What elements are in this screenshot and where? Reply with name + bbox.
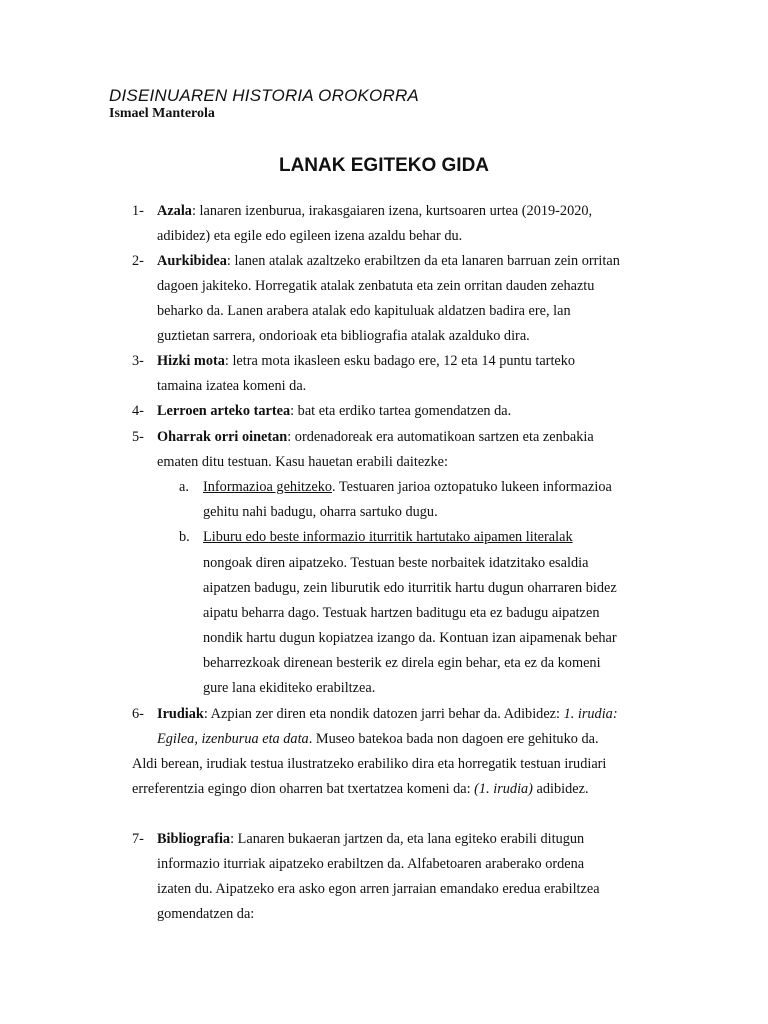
- subitem-line: nondik hartu dugun kopiatzea izango da. Kontuan izan aipamenak behar: [203, 630, 617, 646]
- list-item-line: Irudiak: Azpian zer diren eta nondik datozen jarri behar da. Adibidez: 1. irudia:: [157, 706, 618, 722]
- paragraph-line: erreferentzia egingo dion oharren bat txertatzea komeni da: (1. irudia) adibidez.: [132, 781, 589, 797]
- subitem-letter: b.: [179, 529, 190, 545]
- subitem-line: aipatzen badugu, zein liburutik edo iturritik hartu dugun oharraren bidez: [203, 580, 617, 596]
- subitem-line: gehitu nahi badugu, oharra sartuko dugu.: [203, 504, 438, 520]
- item-number: 1-: [132, 203, 144, 219]
- list-item-line: guztietan sarrera, ondorioak eta bibliografia atalak azalduko dira.: [157, 328, 530, 344]
- list-item-line: Bibliografia: Lanaren bukaeran jartzen da, eta lana egiteko erabili ditugun: [157, 831, 585, 847]
- course-title: DISEINUAREN HISTORIA OROKORRA: [109, 86, 419, 105]
- item-number: 2-: [132, 253, 144, 269]
- list-item-line: tamaina izatea komeni da.: [157, 378, 307, 394]
- subitem-line: Informazioa gehitzeko. Testuaren jarioa oztopatuko lukeen informazioa: [203, 479, 612, 495]
- list-item-line: dagoen jakiteko. Horregatik atalak zenbatuta eta zein orritan dauden zehaztu: [157, 278, 595, 294]
- subitem-heading: Liburu edo beste informazio iturritik hartutako aipamen literalak: [203, 529, 573, 545]
- page-title: LANAK EGITEKO GIDA: [278, 155, 490, 176]
- list-item-line: Lerroen arteko tartea: bat eta erdiko tartea gomendatzen da.: [157, 403, 512, 419]
- list-item-line: gomendatzen da:: [157, 906, 255, 922]
- subitem-heading: Informazioa gehitzeko: [203, 479, 333, 495]
- paragraph-line: Aldi berean, irudiak testua ilustratzeko erabiliko dira eta horregatik testuan irudiari: [132, 756, 607, 772]
- list-item-line: adibidez) eta egile edo egileen izena azaldu behar du.: [157, 228, 463, 244]
- item-number: 7-: [132, 831, 144, 847]
- subitem-line: aipatu beharra dago. Testuak hartzen baditugu eta ez badugu aipatzen: [203, 605, 600, 621]
- item-term: Azala: [157, 203, 192, 219]
- item-term: Bibliografia: [157, 831, 231, 847]
- item-number: 6-: [132, 706, 144, 722]
- list-item-line: Oharrak orri oinetan: ordenadoreak era automatikoan sartzen eta zenbakia: [157, 429, 594, 445]
- list-item-line: ematen ditu testuan. Kasu hauetan erabili daitezke:: [157, 454, 448, 470]
- item-number: 5-: [132, 429, 144, 445]
- list-item-line: informazio iturriak aipatzeko erabiltzen da. Alfabetoaren araberako ordena: [157, 856, 585, 872]
- item-term: Irudiak: [157, 706, 204, 722]
- list-item-line: Azala: lanaren izenburua, irakasgaiaren izena, kurtsoaren urtea (2019-2020,: [157, 203, 593, 219]
- item-number: 3-: [132, 353, 144, 369]
- subitem-line: gure lana ekiditeko erabiltzea.: [203, 680, 376, 696]
- subitem-line: beharrezkoak direnean besterik ez direla egin behar, eta ez da komeni: [203, 655, 601, 671]
- subitem-line: [203, 529, 573, 545]
- item-term: Lerroen arteko tartea: [157, 403, 291, 419]
- list-item-line: beharko da. Lanen arabera atalak edo kapituluak aldatzen badira ere, lan: [157, 303, 571, 319]
- item-term: Hizki mota: [157, 353, 225, 369]
- item-term: Oharrak orri oinetan: [157, 429, 288, 445]
- list-item-line: izaten du. Aipatzeko era asko egon arren jarraian emandako eredua erabiltzea: [157, 881, 600, 897]
- list-item-line: Hizki mota: letra mota ikasleen esku badago ere, 12 eta 14 puntu tarteko: [157, 353, 576, 369]
- item-number: 4-: [132, 403, 144, 419]
- list-item-line: Egilea, izenburua eta data. Museo batekoa bada non dagoen ere gehituko da.: [157, 731, 599, 747]
- subitem-letter: a.: [179, 479, 189, 495]
- subitem-line: nongoak diren aipatzeko. Testuan beste norbaitek idatzitako esaldia: [203, 555, 589, 571]
- list-item-line: Aurkibidea: lanen atalak azaltzeko erabiltzen da eta lanaren barruan zein orritan: [157, 253, 620, 269]
- author-name: Ismael Manterola: [109, 106, 215, 121]
- item-term: Aurkibidea: [157, 253, 227, 269]
